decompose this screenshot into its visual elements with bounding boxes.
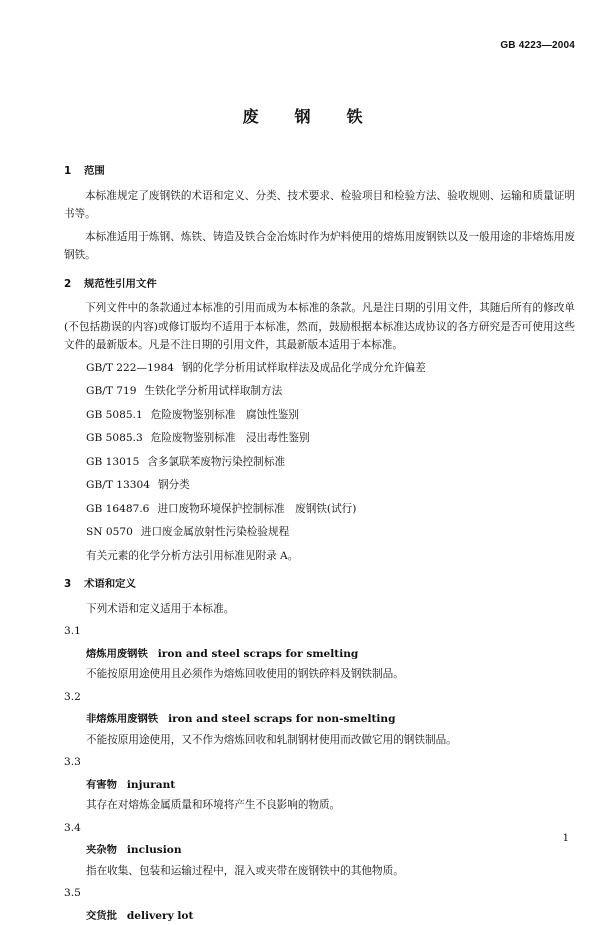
term-name-zh: 交货批 [86,909,117,922]
term-name-zh: 非熔炼用废钢铁 [86,713,159,725]
reference-item [86,429,575,448]
reference-code: GB 5085.3 [86,432,143,444]
reference-code: GB 13015 [86,455,140,468]
section-title: 术语和定义 [84,578,136,590]
reference-name: 危险废物鉴别标准 浸出毒性鉴别 [150,432,310,444]
section-title: 规范性引用文件 [84,277,157,290]
reference-name: 生铁化学分析用试样取制方法 [144,385,283,397]
term-name-zh: 夹杂物 [86,844,117,856]
reference-code: GB/T 13304 [86,479,150,491]
reference-name: 进口废金属放射性污染检验规程 [140,526,290,538]
term-name-zh: 熔炼用废钢铁 [86,647,148,660]
term-number: 3.3 [64,756,81,768]
reference-item [86,382,575,401]
section-heading-terms [64,575,575,594]
reference-item [86,406,575,425]
reference-code: GB 16487.6 [86,502,150,515]
scope-paragraph-1: 本标准规定了废钢铁的术语和定义、分类、技术要求、检验项目和检验方法、验收规则、运输和质量证明书等。 [64,189,575,220]
term-number: 3.2 [64,690,81,703]
references-note: 有关元素的化学分析方法引用标准见附录 A。 [86,549,299,562]
term-name-en: delivery lot [126,909,194,922]
term-entry [64,622,575,684]
references-paragraph: 下列文件中的条款通过本标准的引用而成为本标准的条款。凡是注日期的引用文件，其随后所有的修改单(不包括勘误的内容)或修订版均不适用于本标准，然而，鼓励根据本标准达成协议的各方研究是否可使用这些文件的最新版本。凡是不注日期的引用文件，其最新版本适用于本标准。 [64,302,575,351]
scope-paragraph-2: 本标准适用于炼钢、炼铁、铸造及铁合金冶炼时作为炉料使用的熔炼用废钢铁以及一般用途的非熔炼用废钢铁。 [64,230,575,261]
reference-name: 危险废物鉴别标准 腐蚀性鉴别 [150,408,299,421]
reference-item [86,476,575,495]
term-entry [64,688,575,750]
term-definition: 其存在对熔炼金属质量和环境将产生不良影响的物质。 [86,799,341,811]
section-number: 2 [64,277,72,290]
document-body [64,162,575,925]
reference-name: 钢分类 [157,479,190,491]
section-heading-normative-references [64,275,575,294]
reference-name: 进口废物环境保护控制标准 废钢铁(试行) [157,502,357,515]
term-number: 3.4 [64,821,81,834]
reference-item [86,523,575,542]
term-entry [64,753,575,815]
term-name-en: inclusion [126,844,182,856]
page-number: 1 [562,833,569,844]
reference-code: GB/T 719 [86,385,137,397]
section-number: 1 [64,165,72,177]
reference-code: GB/T 222—1984 [86,361,175,374]
term-definition: 不能按原用途使用且必须作为熔炼回收使用的钢铁碎料及钢铁制品。 [86,668,404,680]
term-name-zh: 有害物 [86,778,117,791]
reference-code: GB 5085.1 [86,408,143,421]
term-number: 3.1 [64,625,81,637]
term-entry [64,884,575,925]
section-number: 3 [64,578,72,590]
term-name-en: iron and steel scraps for non-smelting [168,713,396,725]
reference-code: SN 0570 [86,526,133,538]
reference-name: 钢的化学分析用试样取样法及成品化学成分允许偏差 [182,361,426,374]
standard-number: GB 4223—2004 [500,40,575,51]
section-heading-scope [64,162,575,181]
document-title: 废 钢 铁 [242,107,373,126]
reference-item [86,500,575,519]
terms-intro: 下列术语和定义适用于本标准。 [86,602,235,615]
term-name-en: injurant [126,778,176,791]
term-entry [64,819,575,881]
reference-item [86,453,575,472]
term-number: 3.5 [64,887,81,899]
term-definition: 不能按原用途使用，又不作为熔炼回收和轧制钢材使用而改做它用的钢铁制品。 [86,733,457,746]
reference-item [86,359,575,378]
reference-name: 含多氯联苯废物污染控制标准 [147,455,286,468]
reference-list [64,359,575,542]
term-definition: 指在收集、包装和运输过程中，混入或夹带在废钢铁中的其他物质。 [86,864,404,877]
section-title: 范围 [84,165,105,177]
term-name-en: iron and steel scraps for smelting [157,647,359,660]
